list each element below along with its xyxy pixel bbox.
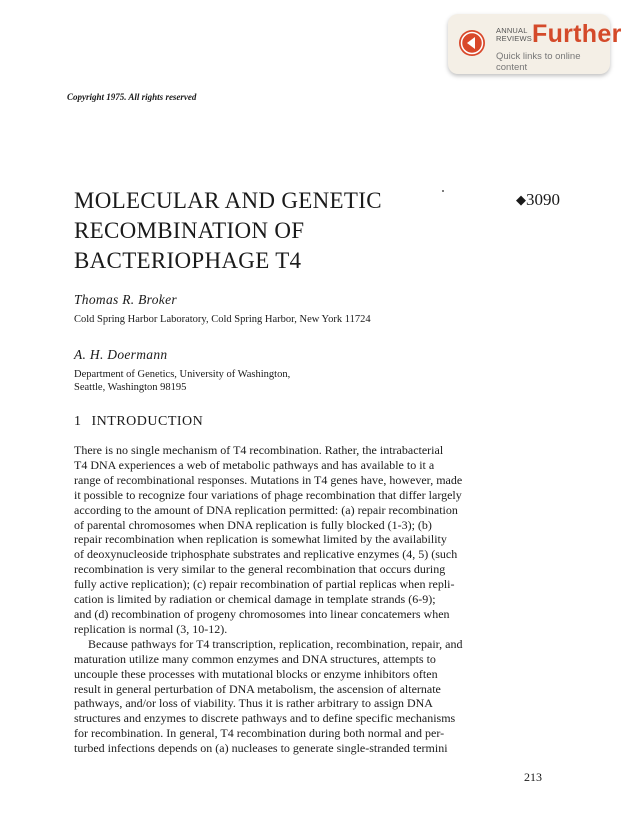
body-line: T4 DNA experiences a web of metabolic pathways and has available to it a [74, 457, 435, 472]
body-line: according to the amount of DNA replication permitted: (a) repair recombination [74, 502, 458, 517]
body-line: replication is normal (3, 10-12). [74, 621, 228, 636]
body-text [74, 443, 562, 756]
body-line: and (d) recombination of progeny chromosomes into linear concatemers when [74, 606, 450, 621]
author-affiliation [74, 368, 290, 394]
body-line: of parental chromosomes when DNA replication is fully blocked (1-3); (b) [74, 517, 432, 532]
title-line: BACTERIOPHAGE T4 [74, 248, 302, 273]
body-line: it possible to recognize four variations of phage recombination that differ largely [74, 487, 462, 502]
affiliation-line: Department of Genetics, University of Washington, [74, 369, 291, 380]
title-line: RECOMBINATION OF [74, 218, 305, 243]
page-number: 213 [524, 770, 542, 784]
title-line: MOLECULAR AND GENETIC [74, 188, 382, 213]
further-subtitle: Quick links to online content [496, 51, 581, 73]
body-line: There is no single mechanism of T4 recombination. Rather, the intrabacterial [74, 443, 444, 457]
annual-reviews-logo [496, 27, 530, 43]
article-code [516, 190, 560, 210]
reviews-label: REVIEWS [496, 34, 532, 43]
copyright-notice: Copyright 1975. All rights reserved [67, 92, 197, 102]
speck [442, 190, 444, 192]
body-line: recombination is very similar to the general recombination that occurs during [74, 562, 446, 577]
body-line: structures and enzymes to discrete pathways and to define specific mechanisms [74, 711, 456, 726]
body-line: maturation utilize many common enzymes and DNA structures, attempts to [74, 651, 436, 666]
further-banner[interactable] [448, 14, 622, 74]
annual-label: ANNUAL [496, 26, 528, 35]
body-line: pathways, and/or loss of viability. Thus it is rather arbitrary to assign DNA [74, 696, 433, 711]
back-arrow-icon [458, 29, 486, 57]
affiliation-line: Seattle, Washington 98195 [74, 382, 187, 393]
author-affiliation [74, 313, 371, 326]
body-line: repair recombination when replication is somewhat limited by the availability [74, 532, 447, 547]
body-line: Because pathways for T4 transcription, replication, recombination, repair, and [88, 636, 463, 651]
article-title [74, 186, 454, 276]
body-line: cation is limited by radiation or chemical damage in template strands (6-9); [74, 592, 436, 607]
diamond-icon: ◆ [516, 192, 526, 207]
section-heading [74, 414, 203, 430]
author-name: A. H. Doermann [74, 347, 168, 362]
body-line: for recombination. In general, T4 recombination during both normal and per- [74, 726, 445, 741]
body-line: fully active replication); (c) repair recombination of partial replicas when repli- [74, 577, 455, 592]
body-line: result in general perturbation of DNA metabolism, the ascension of alternate [74, 681, 441, 696]
section-number: 1 [74, 414, 82, 429]
body-line: range of recombinational responses. Mutations in T4 genes have, however, made [74, 472, 463, 487]
body-line: uncouple these processes with mutational blocks or enzyme inhibitors often [74, 666, 438, 681]
body-line: turbed infections depends on (a) nucleases to generate single-stranded termini [74, 741, 448, 756]
author-name: Thomas R. Broker [74, 292, 177, 307]
further-wordmark: Further [532, 20, 622, 48]
section-title: INTRODUCTION [91, 414, 204, 429]
affiliation-line: Cold Spring Harbor Laboratory, Cold Spring Harbor, New York 11724 [74, 314, 371, 325]
body-line: of deoxynucleoside triphosphate substrates and replicative enzymes (4, 5) (such [74, 547, 458, 562]
article-code-number: 3090 [526, 190, 560, 209]
